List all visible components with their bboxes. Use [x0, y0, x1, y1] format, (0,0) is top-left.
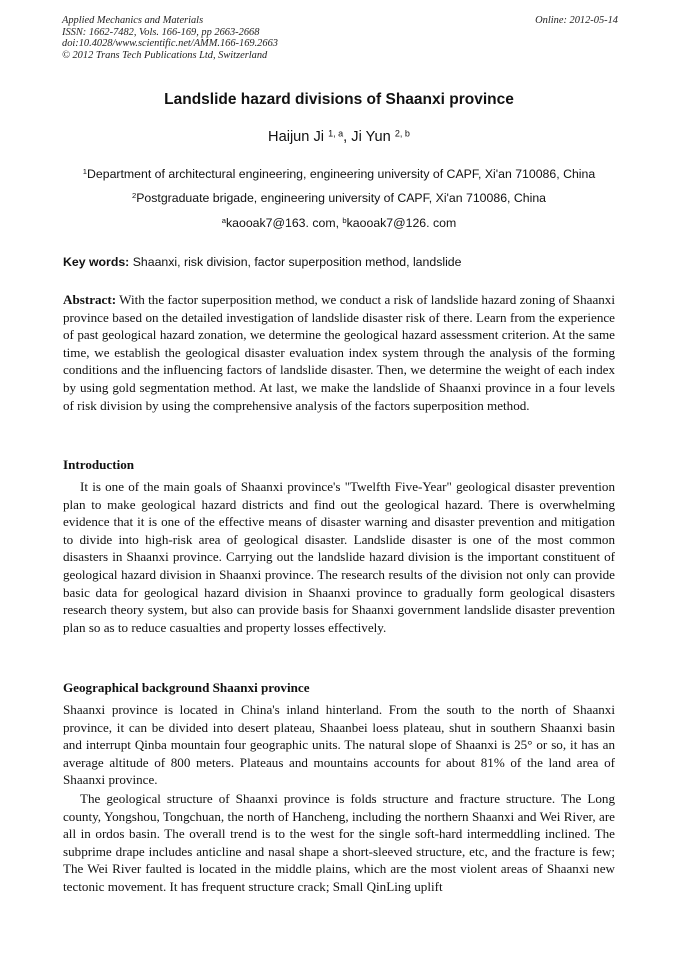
author-1-affiliation-mark: 1, a — [328, 128, 344, 139]
affiliation-2-text: Postgraduate brigade, engineering university of CAPF, Xi'an 710086, China — [136, 191, 546, 205]
paper-title: Landslide hazard divisions of Shaanxi province — [164, 91, 514, 108]
doi: doi:10.4028/www.scientific.net/AMM.166-169.2663 — [62, 38, 278, 50]
email-a: kaooak7@163. com, — [226, 216, 339, 230]
journal-name: Applied Mechanics and Materials — [62, 15, 204, 26]
author-2: Ji Yun — [351, 129, 391, 145]
author-2-affiliation-mark: 2, b — [394, 128, 410, 139]
author-separator: , — [343, 129, 352, 145]
keywords — [63, 255, 615, 269]
introduction-paragraph: It is one of the main goals of Shaanxi province's "Twelfth Five-Year" geological disaster prevention plan to make geological hazard districts and find out the geological hazard. There is overwhelming evidence that it is one of the effective means of disaster warning and disaster prevention and mitigation to divide into high-risk area of geological disaster. Landslide disaster is one of the most common disasters in Shaanxi province. Carrying out the landslide hazard division is the important constituent of geological hazard division in Shaanxi province. The research results of the division not only can provide basic data for geological hazard division in Shaanxi province to gradually form geological disasters research theory system, but also can provide basis for Shaanxi government landslide disaster prevention plan so as to reduce casualties and property losses effectively. — [63, 479, 615, 635]
affiliation-1-text: Department of architectural engineering, engineering university of CAPF, Xi'an 710086, China — [87, 167, 596, 181]
geography-paragraph-2: The geological structure of Shaanxi province is folds structure and fracture structure. The Long county, Yongshou, Tongchuan, the north of Hancheng, including the northern Shaanxi and Wei River, are all in ordos basin. The overall trend is to the west for the single soft-hard intermeddling inclined. The subprime drape includes anticline and nasal shape a short-sleeved structure, etc, and the fracture is few; The Wei River faulted is located in the middle plains, which are the most violent areas of Shaanxi new tectonic movement. It has frequent structure crack; Small QinLing uplift — [63, 791, 615, 894]
keywords-text: Shaanxi, risk division, factor superposition method, landslide — [129, 255, 462, 269]
issn: ISSN: 1662-7482, Vols. 166-169, pp 2663-2668 — [62, 26, 260, 38]
affiliation-2 — [0, 191, 678, 205]
email-a-mark: a — [221, 216, 227, 226]
abstract-text: With the factor superposition method, we conduct a risk of landslide hazard zoning of Shaanxi province based on the detailed investigation of landslide disaster risk of there. Learn from the experience of past geological hazard zonation, we determine the geological hazard assessment criterion. At the same time, we establish the geological disaster evaluation index system through the analysis of the forming conditions and the influencing factors of landslide disaster. Then, we determine the weight of each index by using gold segmentation method. At last, we make the landslide of Shaanxi province in a four levels of risk division by using the comprehensive analysis of the factors superposition method. — [63, 292, 615, 413]
author-1: Haijun Ji — [268, 129, 325, 145]
affiliation-2-mark: 2 — [131, 191, 137, 201]
email-b: kaooak7@126. com — [346, 216, 457, 230]
section-heading-geography: Geographical background Shaanxi province — [63, 680, 310, 695]
author-line — [0, 129, 678, 145]
affiliation-1-mark: 1 — [82, 167, 88, 177]
email-line — [0, 216, 678, 230]
journal-header — [62, 15, 618, 61]
online-date: Online: 2012-05-14 — [535, 15, 618, 26]
copyright: © 2012 Trans Tech Publications Ltd, Switzerland — [62, 49, 268, 61]
section-heading-introduction: Introduction — [63, 457, 135, 472]
abstract — [63, 291, 615, 414]
abstract-label: Abstract: — [63, 292, 117, 307]
geography-paragraph-1: Shaanxi province is located in China's inland hinterland. From the south to the north of Shaanxi province, it can be divided into desert plateau, Shaanbei loess plateau, shut in southern Shaanxi basin and interrupt Qinba mountain four geographic units. The natural slope of Shaanxi is 25° or so, it has an average altitude of 800 meters. Plateaus and mountains accounts for about 81% of the land area of Shaanxi province. — [63, 702, 615, 788]
keywords-label: Key words: — [63, 255, 130, 269]
email-b-mark: b — [342, 216, 347, 226]
affiliation-1 — [0, 167, 678, 181]
